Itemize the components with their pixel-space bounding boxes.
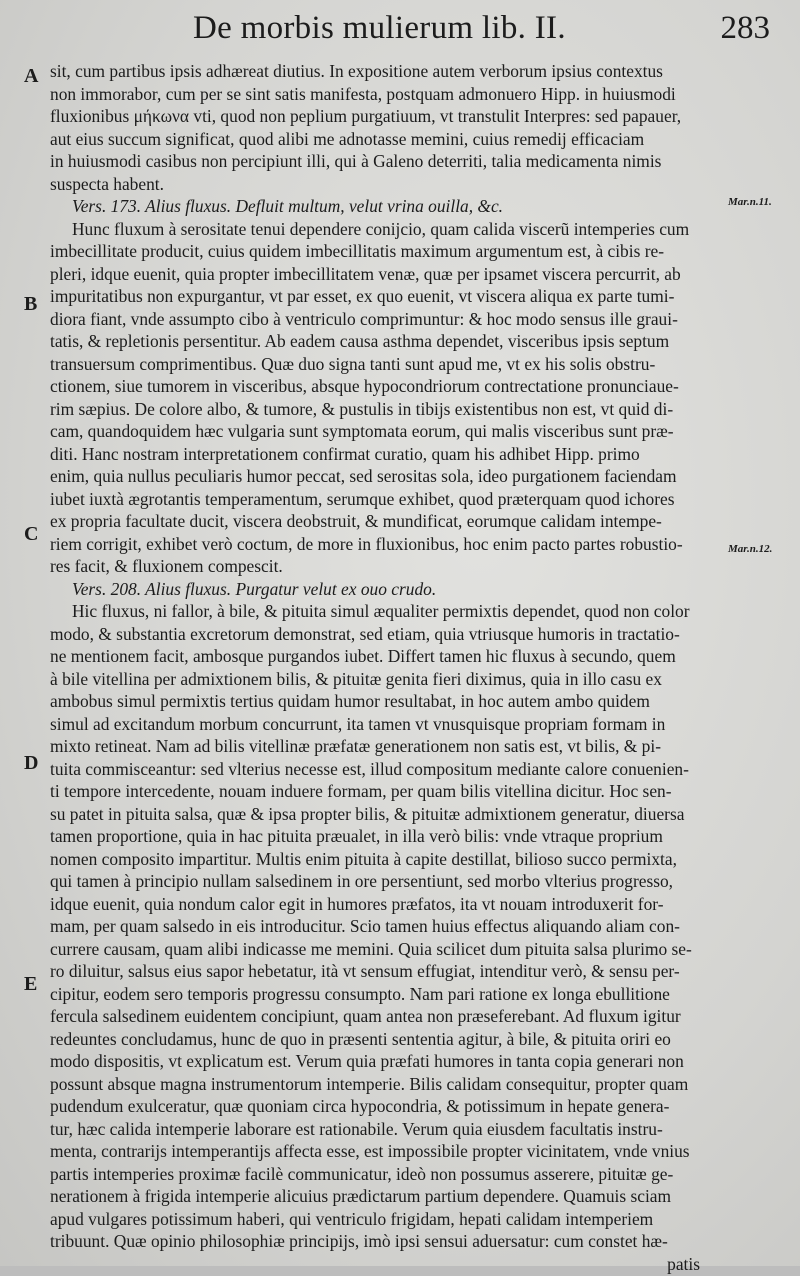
text-line: pleri, idque euenit, quia propter imbecillitatem venæ, quæ per ipsamet viscera percurrit, ab <box>50 263 681 284</box>
text-line: modo dispositis, vt explicatum est. Verum quia præfati humores in tanta copia generari non <box>50 1051 684 1071</box>
margin-reference: Mar.n.11. <box>728 196 772 208</box>
text-line: qui tamen à principio nullam salsedinem in ore persentiunt, sed morbo vlterius progresso, <box>50 871 674 891</box>
text-line: tamen proportione, quia in hac pituita præualet, in illa verò bilis: vnde vtraque proprium <box>50 826 663 846</box>
text-line: tur, hæc calida intemperie laborare est rationabile. Verum quia eiusdem facultatis instru- <box>50 1118 663 1139</box>
text-line: tuita commisceantur: sed vlterius necesse est, illud compositum mediante calore conuenien- <box>50 758 689 779</box>
text-line: enim, quia nullus peculiaris humor peccat, sed serositas sola, ideo purgationem faciendam <box>50 466 677 486</box>
page-number: 283 <box>720 10 770 46</box>
text-line: sit, cum partibus ipsis adhæreat diutius. In expositione autem verborum ipsius contextus <box>50 61 663 81</box>
running-head: De morbis mulierum lib. II. <box>193 10 566 46</box>
text-line: nerationem à frigida intemperie alicuius prædictarum partium dependere. Quamuis sciam <box>50 1186 672 1206</box>
text-line: su patet in pituita salsa, quæ & ipsa propter bilis, & pituitæ admixtionem generatur, diuersa <box>50 803 685 824</box>
text-line: mam, per quam salsedo in eis introducitur. Scio tamen huius effectus aliquando aliam con- <box>50 916 680 936</box>
text-line: in huiusmodi casibus non percipiunt illi, qui à Galeno deterriti, talia medicamenta nimis <box>50 151 662 171</box>
text-line: res facit, & fluxionem compescit. <box>50 556 283 576</box>
text-line: aut eius succum significat, quod alibi me adnotasse memini, cuius remedij efficaciam <box>50 128 645 149</box>
text-line: rim sæpius. De colore albo, & tumore, & pustulis in tibijs existentibus non est, vt quid di- <box>50 398 674 419</box>
text-line: idque euenit, quia nondum calor egit in humores præfatos, ita vt nouam introduxerit for- <box>50 893 664 914</box>
text-line: Hic fluxus, ni fallor, à bile, & pituita simul æqualiter permixtis dependet, quod non color <box>72 601 690 621</box>
text-line: menta, contrarijs intemperantijs affecta esse, est impossibile propter vicinitatem, vnde vnius <box>50 1141 690 1161</box>
text-line: iubet iuxtà ægrotantis temperamentum, serumque exhibet, quod præterquam quod ichores <box>50 488 675 509</box>
text-line: à bile vitellina per admixtionem bilis, & pituitæ genita fieri diximus, quia in illo casu ex <box>50 668 662 689</box>
text-line: currere causam, quam alibi indicasse me memini. Quia scilicet dum pituita salsa plurimo se- <box>50 938 692 959</box>
text-line: apud vulgares potissimum haberi, qui ventriculo frigidam, hepati calidam intemperiem <box>50 1208 654 1229</box>
text-line: Hunc fluxum à serositate tenui dependere conijcio, quam calida viscerũ intemperies cum <box>72 218 690 239</box>
text-line: simul ad excitandum morbum concurrunt, ita tamen vt vnusquisque propriam formam in <box>50 713 666 734</box>
text-line: cipitur, eodem sero temporis progressu consumpto. Nam pari ratione ex longa ebullitione <box>50 983 670 1004</box>
text-line: diora fiant, vnde assumpto cibo à ventriculo comprimuntur: & hoc modo sensus ille graui- <box>50 308 678 329</box>
text-line: Vers. 173. Alius fluxus. Defluit multum, velut vrina ouilla, &c. <box>72 196 504 216</box>
page-header <box>0 10 800 56</box>
text-line: ro diluitur, salsus eius sapor hebetatur, ità vt sensum effugiat, intenditur verò, & sensu per- <box>50 961 680 981</box>
text-line: ctionem, siue tumorem in visceribus, absque hypocondriorum contrectatione pronunciaue- <box>50 376 679 396</box>
text-line: partis intemperies proximæ facilè communicatur, ideò non possumus asserere, pituitæ ge- <box>50 1163 674 1184</box>
text-line: fercula salsedinem euidentem concipiunt, quam antea non præseferebant. Ad fluxum igitur <box>50 1006 681 1026</box>
text-line: impuritatibus non expurgantur, vt par esset, ex quo euenit, vt viscera aliqua ex parte tumi- <box>50 286 675 306</box>
text-line: ex propria facultate ducit, viscera deobstruit, & mundificat, eorumque calidam intempe- <box>50 511 662 531</box>
text-line: Vers. 208. Alius fluxus. Purgatur velut ex ouo crudo. <box>72 578 437 599</box>
text-line: mixto retineat. Nam ad bilis vitellinæ præfatæ generationem non satis est, vt bilis, & pi- <box>50 736 661 756</box>
text-line: tribuunt. Quæ opinio philosophiæ principijs, imò ipsi sensui aduersatur: cum constet hæ- <box>50 1231 668 1251</box>
text-line: suspecta habent. <box>50 173 164 194</box>
margin-letter-b: B <box>24 293 38 315</box>
margin-letter-a: A <box>24 65 39 87</box>
margin-letter-d: D <box>24 752 39 774</box>
text-line: pudendum exulceratur, quæ quoniam circa hypocondria, & potissimum in hepate genera- <box>50 1096 670 1116</box>
text-line: non immorabor, cum per se sint satis manifesta, postquam admonuero Hipp. in huiusmodi <box>50 83 676 104</box>
text-line: fluxionibus μήκωνα vti, quod non peplium purgatiuum, vt transtulit Interpres: sed papauer, <box>50 106 682 126</box>
text-line: ambobus simul permixtis tertius quidam humor resultabat, in hoc autem ambo quidem <box>50 691 650 711</box>
margin-reference: Mar.n.12. <box>728 543 773 555</box>
text-line: ti tempore intercedente, nouam induere formam, per quam bilis vitellina dicitur. Hoc sen- <box>50 781 672 801</box>
text-line: ne mentionem facit, ambosque purgandos iubet. Differt tamen hic fluxus à secundo, quem <box>50 646 676 666</box>
text-line: modo, & substantia excretorum demonstrat, sed etiam, quia vtriusque humoris in tractatio- <box>50 623 680 644</box>
text-line: diti. Hanc nostram interpretationem confirmat curatio, quam his adhibet Hipp. primo <box>50 443 640 464</box>
text-line: patis <box>667 1253 700 1274</box>
text-line: transuersum comprimentibus. Quæ duo signa tanti sunt apud me, vt ex his solis obstru- <box>50 353 656 374</box>
text-line: nomen composito impartitur. Multis enim pituita à capite destillat, bilioso succo permixta, <box>50 848 677 869</box>
text-line: tatis, & repletionis persentitur. Ab eadem causa asthma dependet, visceribus ipsis septum <box>50 331 670 351</box>
text-line: imbecillitate producit, cuius quidem imbecillitatis maximum argumentum est, à cibis re- <box>50 241 665 261</box>
text-line: redeuntes concludamus, hunc de quo in præsenti sententia agitur, à bile, & pituita oriri eo <box>50 1028 671 1049</box>
margin-letter-e: E <box>24 973 38 995</box>
text-line: cam, quandoquidem hæc vulgaria sunt symptomata eorum, qui malis visceribus sunt præ- <box>50 421 674 441</box>
text-line: riem corrigit, exhibet verò coctum, de more in fluxionibus, hoc enim pacto partes robustio- <box>50 533 683 554</box>
margin-letter-c: C <box>24 523 39 545</box>
text-line: possunt absque magna instrumentorum intemperie. Bilis calidam consequitur, propter quam <box>50 1073 689 1094</box>
